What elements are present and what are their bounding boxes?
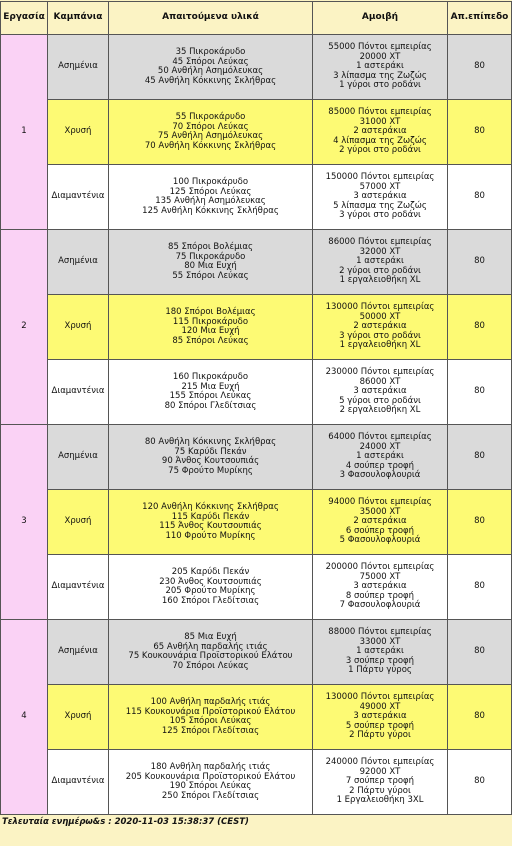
reward-item: 75000 ΧΤ: [359, 571, 401, 582]
reward-item: 1 αστεράκι: [356, 61, 404, 72]
rewards-cell: [313, 230, 448, 295]
reward-item: 2 Πάρτυ γύροι: [349, 785, 411, 796]
materials-cell: [109, 35, 313, 100]
reward-item: 1 αστεράκι: [356, 451, 404, 462]
material-item: 205 Φρούτο Μυρίκης: [165, 586, 256, 596]
required-level: 80: [448, 555, 512, 620]
material-item: 115 Κουκουνάρια Προϊστορικού Ελάτου: [125, 706, 296, 717]
reward-item: 86000 ΧΤ: [359, 376, 401, 387]
reward-item: 5 Φασουλοφλουριά: [339, 535, 421, 546]
reward-item: 1 Πάρτυ γύρος: [348, 665, 412, 676]
campaign-tier: Διαμαντένια: [48, 165, 109, 230]
table-row: [1, 100, 512, 165]
reward-item: 2 αστεράκια: [353, 321, 407, 332]
material-item: 100 Ανθήλη παρδαλής ιτιάς: [150, 697, 271, 707]
material-item: 100 Πικροκάρυδο: [172, 177, 249, 187]
reward-item: 2 γύροι στο ροδάνι: [339, 145, 421, 156]
campaign-tier: Διαμαντένια: [48, 750, 109, 815]
material-item: 55 Πικροκάρυδο: [175, 112, 246, 122]
reward-item: 1 εργαλειοθήκη XL: [339, 340, 421, 351]
table-row: [1, 35, 512, 100]
campaign-tier: Χρυσή: [48, 295, 109, 360]
reward-item: 200000 Πόντοι εμπειρίας: [325, 562, 435, 573]
material-item: 65 Ανθήλη παρδαλής ιτιάς: [153, 641, 268, 652]
material-item: 50 Ανθήλη Ασημόλευκας: [157, 66, 264, 76]
rewards-cell: [313, 165, 448, 230]
required-level: 80: [448, 35, 512, 100]
material-item: 75 Κουκουνάρια Προϊστορικού Ελάτου: [128, 651, 293, 661]
task-number: 4: [1, 620, 48, 815]
reward-item: 31000 ΧΤ: [359, 116, 401, 127]
required-level: 80: [448, 295, 512, 360]
campaign-tier: Διαμαντένια: [48, 555, 109, 620]
required-level: 80: [448, 360, 512, 425]
materials-cell: [109, 100, 313, 165]
material-item: 125 Ανθήλη Κόκκινης Σκλήθρας: [142, 205, 279, 216]
material-item: 120 Ανθήλη Κόκκινης Σκλήθρας: [142, 502, 279, 512]
task-number: 2: [1, 230, 48, 425]
table-row: [1, 360, 512, 425]
reward-item: 3 αστεράκια: [353, 711, 407, 722]
rewards-cell: [313, 490, 448, 555]
materials-cell: [109, 295, 313, 360]
reward-item: 6 σούπερ τροφή: [345, 525, 415, 536]
reward-item: 5 σούπερ τροφή: [345, 720, 415, 731]
campaign-tier: Χρυσή: [48, 490, 109, 555]
table-row: [1, 230, 512, 295]
reward-item: 64000 Πόντοι εμπειρίας: [328, 432, 432, 443]
last-updated: Τελευταία ενημέρω&s : 2020-11-03 15:38:37 (CEST): [2, 817, 249, 827]
materials-cell: [109, 490, 313, 555]
tasks-table: [0, 1, 512, 815]
campaign-tier: Χρυσή: [48, 100, 109, 165]
task-number: 3: [1, 425, 48, 620]
reward-item: 1 εργαλειοθήκη XL: [339, 275, 421, 286]
table-row: [1, 425, 512, 490]
required-level: 80: [448, 230, 512, 295]
material-item: 55 Σπόροι Λεύκας: [172, 270, 249, 281]
material-item: 115 Καρύδι Πεκάν: [171, 511, 250, 522]
reward-item: 35000 ΧΤ: [359, 506, 401, 517]
rewards-cell: [313, 100, 448, 165]
required-level: 80: [448, 100, 512, 165]
campaign-tier: Χρυσή: [48, 685, 109, 750]
campaign-tier: Ασημένια: [48, 230, 109, 295]
tasks-body: [1, 35, 512, 815]
rewards-cell: [313, 685, 448, 750]
reward-item: 130000 Πόντοι εμπειρίας: [325, 302, 435, 313]
material-item: 85 Σπόροι Βολέμιας: [168, 242, 253, 252]
reward-item: 2 αστεράκια: [353, 126, 407, 137]
material-item: 80 Σπόροι Γλεδίτσιας: [164, 400, 257, 411]
material-item: 155 Σπόροι Λεύκας: [169, 391, 252, 401]
rewards-cell: [313, 620, 448, 685]
campaign-tier: Ασημένια: [48, 620, 109, 685]
material-item: 180 Σπόροι Βολέμιας: [165, 307, 256, 317]
campaign-tier: Ασημένια: [48, 425, 109, 490]
campaign-tier: Ασημένια: [48, 35, 109, 100]
reward-item: 20000 ΧΤ: [359, 51, 401, 62]
table-row: [1, 490, 512, 555]
material-item: 45 Ανθήλη Κόκκινης Σκλήθρας: [144, 75, 277, 86]
reward-item: 4 σούπερ τροφή: [345, 460, 415, 471]
rewards-cell: [313, 360, 448, 425]
material-item: 190 Σπόροι Λεύκας: [169, 781, 252, 791]
table-row: [1, 620, 512, 685]
material-item: 160 Πικροκάρυδο: [172, 372, 249, 382]
material-item: 115 Άνθος Κουτσουπιάς: [159, 521, 262, 531]
material-item: 180 Ανθήλη παρδαλής ιτιάς: [150, 762, 271, 772]
reward-item: 1 γύροι στο ροδάνι: [339, 80, 421, 91]
materials-cell: [109, 165, 313, 230]
reward-item: 24000 ΧΤ: [359, 441, 401, 452]
material-item: 160 Σπόροι Γλεδίτσιας: [161, 595, 260, 606]
reward-item: 1 Εργαλειοθήκη 3XL: [336, 795, 424, 806]
material-item: 70 Σπόροι Λεύκας: [172, 660, 249, 671]
reward-item: 88000 Πόντοι εμπειρίας: [328, 627, 432, 638]
material-item: 75 Καρύδι Πεκάν: [174, 446, 247, 457]
table-row: [1, 750, 512, 815]
material-item: 35 Πικροκάρυδο: [175, 47, 246, 57]
reward-item: 55000 Πόντοι εμπειρίας: [328, 42, 432, 53]
reward-item: 33000 ΧΤ: [359, 636, 401, 647]
required-level: 80: [448, 685, 512, 750]
table-row: [1, 555, 512, 620]
reward-item: 230000 Πόντοι εμπειρίας: [325, 367, 435, 378]
material-item: 70 Σπόροι Λεύκας: [172, 121, 249, 132]
rewards-cell: [313, 750, 448, 815]
material-item: 80 Μια Ευχή: [184, 261, 237, 271]
material-item: 90 Άνθος Κουτσουπιάς: [161, 456, 260, 466]
reward-item: 3 γύροι στο ροδάνι: [339, 330, 421, 341]
required-level: 80: [448, 425, 512, 490]
material-item: 230 Άνθος Κουτσουπιάς: [159, 576, 262, 587]
reward-item: 1 αστεράκι: [356, 646, 404, 657]
reward-item: 92000 ΧΤ: [359, 766, 401, 777]
reward-item: 5 λίπασμα της Ζωζώς: [333, 200, 427, 211]
reward-item: 32000 ΧΤ: [359, 246, 401, 257]
material-item: 85 Σπόροι Λεύκας: [172, 335, 249, 346]
materials-cell: [109, 750, 313, 815]
reward-item: 49000 ΧΤ: [359, 701, 401, 712]
material-item: 135 Ανθήλη Ασημόλευκας: [155, 196, 266, 206]
header-row: [1, 2, 512, 35]
rewards-cell: [313, 425, 448, 490]
reward-item: 240000 Πόντοι εμπειρίας: [325, 757, 435, 768]
reward-item: 3 γύροι στο ροδάνι: [339, 210, 421, 221]
material-item: 115 Πικροκάρυδο: [172, 316, 249, 327]
reward-item: 3 Φασουλοφλουριά: [339, 470, 421, 481]
reward-item: 2 γύροι στο ροδάνι: [339, 265, 421, 276]
material-item: 75 Ανθήλη Ασημόλευκας: [157, 131, 264, 141]
material-item: 75 Πικροκάρυδο: [175, 251, 246, 262]
material-item: 85 Μια Ευχή: [184, 632, 237, 642]
task-number: 1: [1, 35, 48, 230]
reward-item: 3 λίπασμα της Ζωζώς: [333, 70, 427, 81]
reward-item: 4 λίπασμα της Ζωζώς: [333, 135, 427, 146]
rewards-cell: [313, 35, 448, 100]
table-row: [1, 165, 512, 230]
required-level: 80: [448, 620, 512, 685]
material-item: 105 Σπόροι Λεύκας: [169, 716, 252, 726]
material-item: 75 Φρούτο Μυρίκης: [168, 465, 253, 476]
header-task: Εργασία: [1, 2, 48, 35]
material-item: 110 Φρούτο Μυρίκης: [165, 530, 256, 541]
materials-cell: [109, 555, 313, 620]
rewards-cell: [313, 555, 448, 620]
reward-item: 7 σούπερ τροφή: [345, 776, 415, 787]
reward-item: 86000 Πόντοι εμπειρίας: [328, 237, 432, 248]
material-item: 125 Σπόροι Λεύκας: [169, 186, 252, 197]
rewards-cell: [313, 295, 448, 360]
table-row: [1, 685, 512, 750]
material-item: 205 Κουκουνάρια Προϊστορικού Ελάτου: [125, 771, 296, 782]
reward-item: 85000 Πόντοι εμπειρίας: [328, 107, 432, 118]
reward-item: 3 αστεράκια: [353, 386, 407, 397]
reward-item: 5 γύροι στο ροδάνι: [339, 395, 421, 406]
materials-cell: [109, 685, 313, 750]
campaign-tier: Διαμαντένια: [48, 360, 109, 425]
materials-cell: [109, 620, 313, 685]
material-item: 215 Μια Ευχή: [181, 381, 240, 392]
materials-cell: [109, 425, 313, 490]
material-item: 205 Καρύδι Πεκάν: [171, 567, 250, 577]
header-reward: Αμοιβή: [313, 2, 448, 35]
reward-item: 7 Φασουλοφλουριά: [339, 600, 421, 611]
reward-item: 2 αστεράκια: [353, 516, 407, 527]
material-item: 250 Σπόροι Γλεδίτσιας: [161, 790, 260, 801]
reward-item: 1 αστεράκι: [356, 256, 404, 267]
reward-item: 3 σούπερ τροφή: [345, 655, 415, 666]
reward-item: 8 σούπερ τροφή: [345, 590, 415, 601]
required-level: 80: [448, 750, 512, 815]
materials-cell: [109, 230, 313, 295]
reward-item: 57000 ΧΤ: [359, 181, 401, 192]
reward-item: 2 εργαλειοθήκη XL: [339, 405, 421, 416]
material-item: 120 Μια Ευχή: [181, 326, 240, 336]
required-level: 80: [448, 490, 512, 555]
reward-item: 94000 Πόντοι εμπειρίας: [328, 497, 432, 508]
materials-cell: [109, 360, 313, 425]
reward-item: 150000 Πόντοι εμπειρίας: [325, 172, 435, 183]
reward-item: 50000 ΧΤ: [359, 311, 401, 322]
material-item: 125 Σπόροι Γλεδίτσιας: [161, 725, 260, 736]
required-level: 80: [448, 165, 512, 230]
reward-item: 130000 Πόντοι εμπειρίας: [325, 692, 435, 703]
header-campaign: Καμπάνια: [48, 2, 109, 35]
reward-item: 2 Πάρτυ γύροι: [349, 730, 411, 741]
material-item: 80 Ανθήλη Κόκκινης Σκλήθρας: [144, 437, 277, 447]
header-level: Απ.επίπεδο: [448, 2, 512, 35]
table-row: [1, 295, 512, 360]
header-materials: Απαιτούμενα υλικά: [109, 2, 313, 35]
reward-item: 3 αστεράκια: [353, 581, 407, 592]
material-item: 45 Σπόροι Λεύκας: [172, 56, 249, 67]
reward-item: 3 αστεράκια: [353, 191, 407, 202]
material-item: 70 Ανθήλη Κόκκινης Σκλήθρας: [144, 140, 277, 151]
